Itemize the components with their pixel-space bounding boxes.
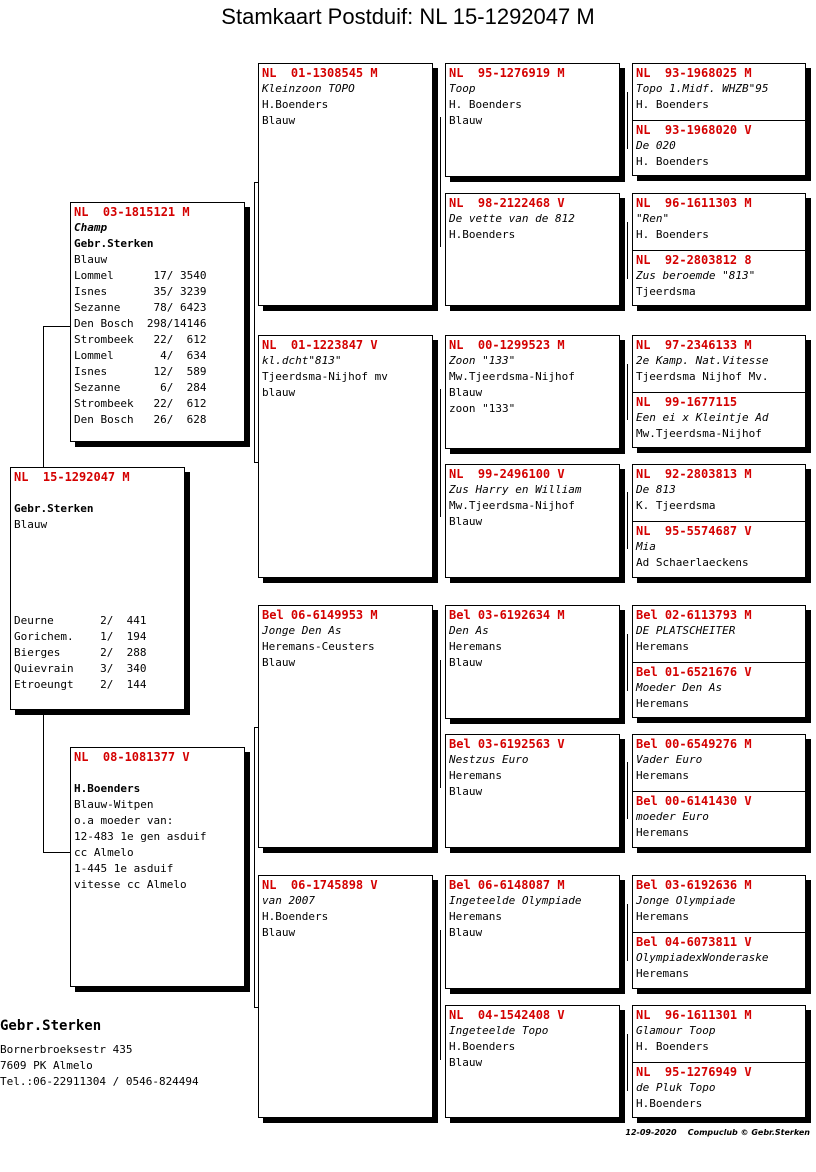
owner: Heremans [636, 640, 689, 653]
note-line: 12-483 1e gen asduif [74, 830, 207, 843]
owner: Mw.Tjeerdsma-Nijhof [449, 370, 575, 383]
result-line: Etroeungt 2/ 144 [14, 678, 147, 691]
connector-line [627, 492, 628, 549]
great-grandparent-card [445, 464, 620, 578]
ring-number: Bel 03-6192634 M [449, 608, 565, 622]
great-grandparent-card [445, 875, 620, 989]
pigeon-name: kl.dcht"813" [262, 354, 342, 367]
ring-number: Bel 00-6549276 M [636, 737, 752, 751]
pigeon-name: Nestzus Euro [449, 753, 529, 766]
owner: H.Boenders [449, 1040, 516, 1053]
result-line: Bierges 2/ 288 [14, 646, 147, 659]
connector-line [627, 1034, 628, 1091]
note-line: vitesse cc Almelo [74, 878, 187, 891]
ring-number: NL 93-1968020 V [636, 123, 752, 137]
ring-number: Bel 06-6149953 M [262, 608, 378, 622]
ancestor-card [632, 662, 806, 718]
ancestor-card [632, 932, 806, 989]
pigeon-name: Zus beroemde "813" [636, 269, 756, 282]
owner: Heremans [636, 697, 689, 710]
ring-number: NL 08-1081377 V [74, 750, 190, 764]
pigeon-name: OlympiadexWonderaske [636, 951, 769, 964]
owner: Gebr.Sterken [74, 237, 154, 250]
connector-line [627, 904, 628, 961]
ring-number: NL 96-1611301 M [636, 1008, 752, 1022]
owner: H. Boenders [636, 155, 709, 168]
color: Blauw [449, 386, 483, 399]
color: Blauw [449, 926, 483, 939]
connector-line [627, 634, 628, 691]
pigeon-name: Ingeteelde Olympiade [449, 894, 582, 907]
pigeon-name: Topo 1.Midf. WHZB"95 [636, 82, 769, 95]
note-line: o.a moeder van: [74, 814, 174, 827]
result-line: Den Bosch 298/14146 [74, 317, 207, 330]
ring-number: NL 00-1299523 M [449, 338, 565, 352]
breeder-name: Gebr.Sterken [0, 1018, 102, 1034]
ancestor-card [632, 120, 806, 176]
ring-number: Bel 06-6148087 M [449, 878, 565, 892]
color: Blauw [449, 785, 483, 798]
ring-number: NL 06-1745898 V [262, 878, 378, 892]
print-date: 12-09-2020 [625, 1128, 677, 1137]
owner: Mw.Tjeerdsma-Nijhof [449, 499, 575, 512]
ancestor-card [632, 250, 806, 306]
pigeon-name: Glamour Toop [636, 1024, 716, 1037]
connector-line [440, 117, 441, 247]
owner: H.Boenders [262, 910, 329, 923]
ancestor-card [632, 392, 806, 448]
pigeon-name: van 2007 [262, 894, 315, 907]
result-line: Strombeek 22/ 612 [74, 397, 207, 410]
pigeon-name: "Ren" [636, 212, 670, 225]
pigeon-name: Ingeteelde Topo [449, 1024, 549, 1037]
ring-number: NL 95-1276949 V [636, 1065, 752, 1079]
connector-line [43, 326, 44, 468]
owner: K. Tjeerdsma [636, 499, 716, 512]
ring-number: Bel 02-6113793 M [636, 608, 752, 622]
extra-note: zoon "133" [449, 402, 516, 415]
great-grandparent-card [445, 335, 620, 449]
pigeon-name: DE PLATSCHEITER [636, 624, 736, 637]
pigeon-name: Champ [74, 221, 108, 234]
result-line: Quievrain 3/ 340 [14, 662, 147, 675]
ring-number: Bel 01-6521676 V [636, 665, 752, 679]
connector-line [440, 660, 441, 788]
ring-number: NL 97-2346133 M [636, 338, 752, 352]
owner: H. Boenders [636, 1040, 709, 1053]
result-line: Sezanne 6/ 284 [74, 381, 207, 394]
color: blauw [262, 386, 296, 399]
ancestor-card [632, 335, 806, 393]
great-grandparent-card [445, 63, 620, 177]
owner: Heremans [636, 910, 689, 923]
ring-number: Bel 03-6192636 M [636, 878, 752, 892]
owner: Heremans [636, 769, 689, 782]
color: Blauw [262, 656, 296, 669]
great-grandparent-card [445, 1005, 620, 1118]
page-title: Stamkaart Postduif: NL 15-1292047 M [221, 4, 595, 29]
pigeon-name: De 813 [636, 483, 676, 496]
connector-line [440, 930, 441, 1060]
result-line: Den Bosch 26/ 628 [74, 413, 207, 426]
ring-number: NL 95-1276919 M [449, 66, 565, 80]
ancestor-card [632, 791, 806, 848]
connector-line [43, 712, 44, 852]
pigeon-name: Den As [449, 624, 489, 637]
father-card [70, 202, 245, 442]
ring-number: NL 99-2496100 V [449, 467, 565, 481]
result-line: Isnes 35/ 3239 [74, 285, 207, 298]
owner: H.Boenders [636, 1097, 703, 1110]
ring-number: Bel 04-6073811 V [636, 935, 752, 949]
great-grandparent-card [445, 605, 620, 719]
grandparent-card [258, 875, 433, 1118]
pigeon-name: Een ei x Kleintje Ad [636, 411, 769, 424]
pigeon-name: 2e Kamp. Nat.Vitesse [636, 354, 769, 367]
connector-line [627, 92, 628, 149]
owner: H.Boenders [74, 782, 141, 795]
ring-number: NL 01-1308545 M [262, 66, 378, 80]
ancestor-card [632, 464, 806, 522]
owner: H. Boenders [636, 98, 709, 111]
pigeon-name: Jonge Den As [262, 624, 342, 637]
connector-line [627, 762, 628, 819]
pigeon-name: de Pluk Topo [636, 1081, 716, 1094]
ring-number: NL 04-1542408 V [449, 1008, 565, 1022]
ring-number: Bel 03-6192563 V [449, 737, 565, 751]
color: Blauw [74, 253, 108, 266]
pigeon-name: Jonge Olympiade [636, 894, 736, 907]
pigeon-name: moeder Euro [636, 810, 709, 823]
owner: Mw.Tjeerdsma-Nijhof [636, 427, 762, 440]
owner: Heremans [449, 640, 502, 653]
pigeon-name: Vader Euro [636, 753, 703, 766]
grandparent-card [258, 605, 433, 848]
credit: Compuclub © Gebr.Sterken [687, 1128, 810, 1137]
ring-number: NL 03-1815121 M [74, 205, 190, 219]
result-line: Isnes 12/ 589 [74, 365, 207, 378]
grandparent-card [258, 335, 433, 578]
ancestor-card [632, 875, 806, 933]
color: Blauw [262, 926, 296, 939]
owner: H. Boenders [636, 228, 709, 241]
connector-line [43, 326, 70, 327]
pigeon-name: Moeder Den As [636, 681, 723, 694]
ancestor-card [632, 521, 806, 578]
result-line: Lommel 17/ 3540 [74, 269, 207, 282]
color: Blauw [449, 1056, 483, 1069]
ring-number: NL 15-1292047 M [14, 470, 130, 484]
connector-line [43, 852, 70, 853]
owner: Tjeerdsma-Nijhof mv [262, 370, 388, 383]
connector-line [627, 222, 628, 279]
mother-card [70, 747, 245, 987]
owner: H.Boenders [262, 98, 329, 111]
ring-number: NL 95-5574687 V [636, 524, 752, 538]
color: Blauw [449, 515, 483, 528]
color: Blauw [449, 656, 483, 669]
pigeon-name: Zoon "133" [449, 354, 516, 367]
connector-line [440, 389, 441, 517]
connector-line [254, 727, 255, 1007]
ancestor-card [632, 63, 806, 121]
owner: Tjeerdsma Nijhof Mv. [636, 370, 769, 383]
owner: Tjeerdsma [636, 285, 696, 298]
color: Blauw [262, 114, 296, 127]
result-line: Deurne 2/ 441 [14, 614, 147, 627]
pigeon-name: Toop [449, 82, 476, 95]
great-grandparent-card [445, 734, 620, 848]
ancestor-card [632, 193, 806, 251]
result-line: Lommel 4/ 634 [74, 349, 207, 362]
ring-number: NL 92-2803813 M [636, 467, 752, 481]
ancestor-card [632, 1005, 806, 1063]
connector-line [627, 364, 628, 420]
ring-number: NL 92-2803812 8 [636, 253, 752, 267]
ring-number: NL 93-1968025 M [636, 66, 752, 80]
ring-number: Bel 00-6141430 V [636, 794, 752, 808]
owner: Heremans [636, 826, 689, 839]
pigeon-name: Kleinzoon TOPO [262, 82, 355, 95]
owner: Heremans [449, 910, 502, 923]
note-line: cc Almelo [74, 846, 134, 859]
ring-number: NL 96-1611303 M [636, 196, 752, 210]
note-line: 1-445 1e asduif [74, 862, 174, 875]
result-line: Strombeek 22/ 612 [74, 333, 207, 346]
ring-number: NL 98-2122468 V [449, 196, 565, 210]
color: Blauw [14, 518, 48, 531]
owner: H.Boenders [449, 228, 516, 241]
owner: H. Boenders [449, 98, 522, 111]
result-line: Sezanne 78/ 6423 [74, 301, 207, 314]
pigeon-name: De vette van de 812 [449, 212, 575, 225]
owner: Gebr.Sterken [14, 502, 94, 515]
phone-line: Tel.:06-22911304 / 0546-824494 [0, 1075, 199, 1088]
subject-pigeon-card [10, 467, 185, 710]
owner: Heremans [449, 769, 502, 782]
ring-number: NL 01-1223847 V [262, 338, 378, 352]
pigeon-name: Zus Harry en William [449, 483, 582, 496]
result-line: Gorichem. 1/ 194 [14, 630, 147, 643]
address-line: Bornerbroeksestr 435 [0, 1043, 133, 1056]
ring-number: NL 99-1677115 [636, 395, 738, 409]
owner: Heremans [636, 967, 689, 980]
great-grandparent-card [445, 193, 620, 306]
grandparent-card [258, 63, 433, 306]
connector-line [254, 182, 255, 462]
color: Blauw [449, 114, 483, 127]
ancestor-card [632, 734, 806, 792]
address-line: 7609 PK Almelo [0, 1059, 93, 1072]
owner: Ad Schaerlaeckens [636, 556, 749, 569]
ancestor-card [632, 605, 806, 663]
pigeon-name: De 020 [636, 139, 676, 152]
color: Blauw-Witpen [74, 798, 154, 811]
print-footer [625, 1128, 810, 1137]
owner: Heremans-Ceusters [262, 640, 375, 653]
ancestor-card [632, 1062, 806, 1118]
pigeon-name: Mia [636, 540, 656, 553]
